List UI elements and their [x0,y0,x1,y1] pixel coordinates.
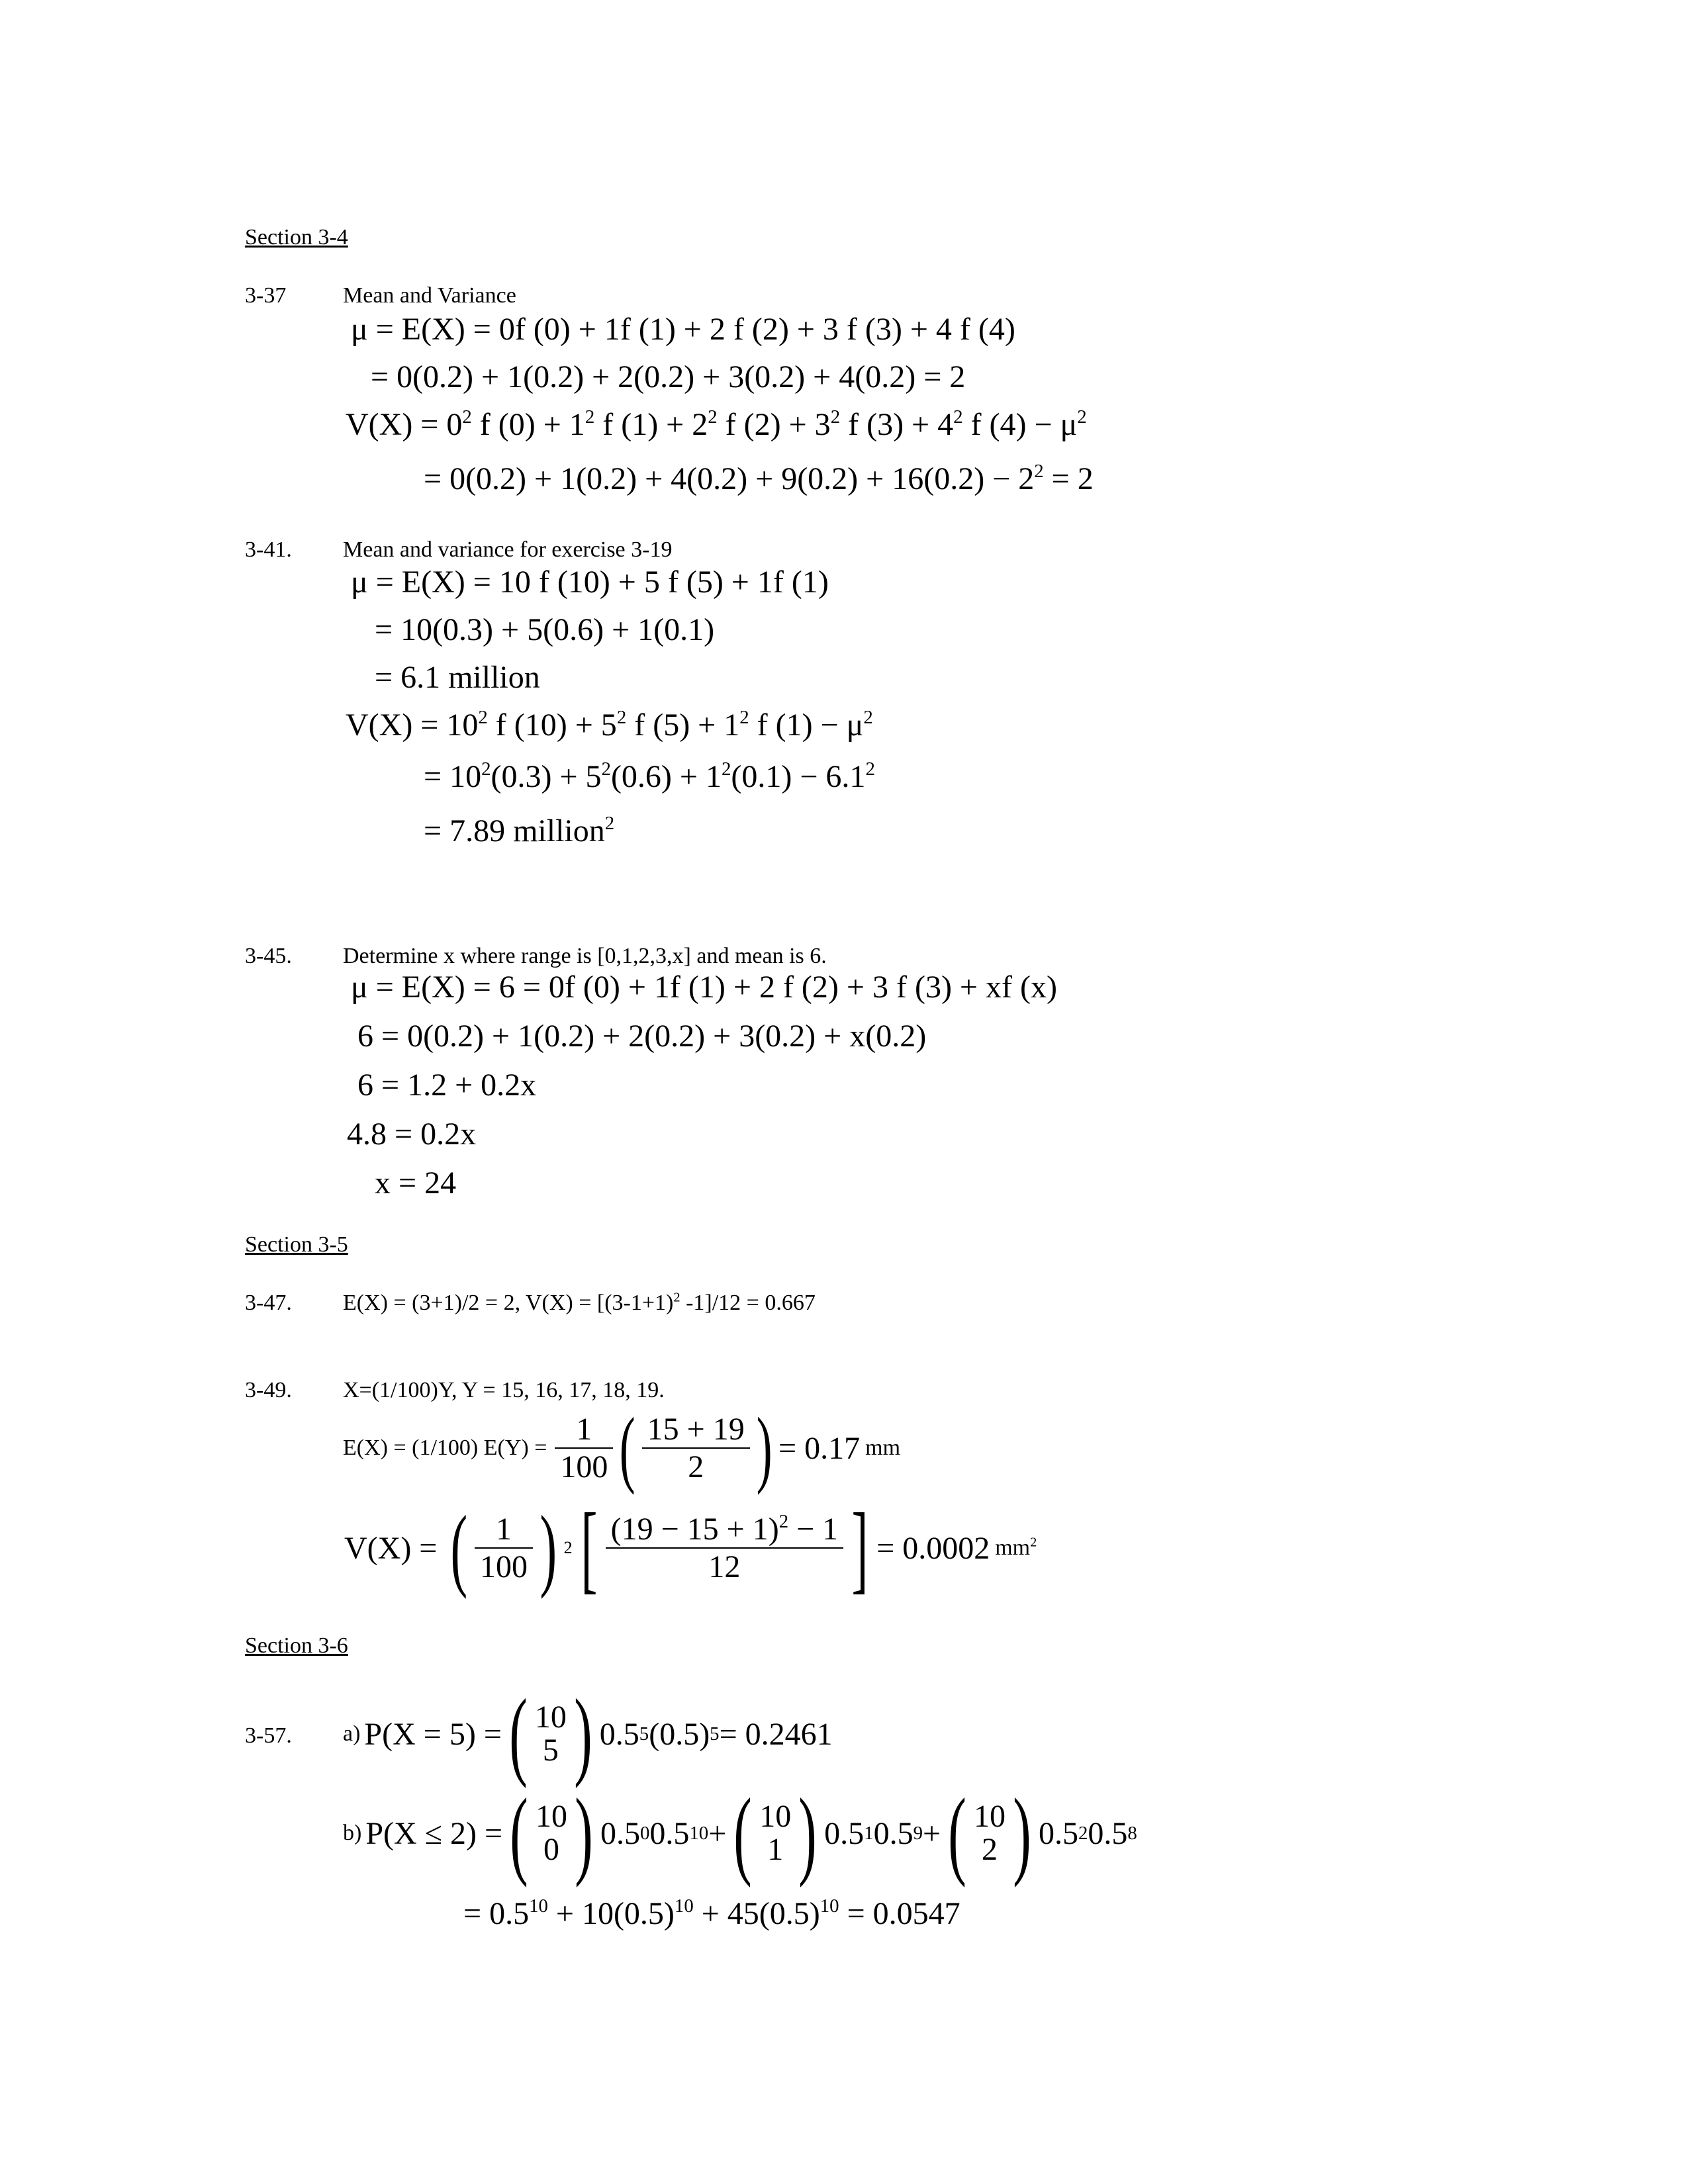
equation-3-41-line-6: = 7.89 million$^2$ [424,813,615,848]
problem-description-3-41: Mean and variance for exercise 3-19 [343,537,673,562]
equation-3-41-line-4: $V(X) = 10^2$ f $(10) + 5^2$ f $(5) + 1^2$ f $(1) - \mu^2$ [346,707,873,743]
equation-3-49-expectation: E(X) = (1/100) E(Y) = $\frac{1}{100}$ ( $\frac{15 + 19}{2}$ ) = 0.17 mm [343,1400,901,1496]
equation-3-45-line-3: 6 = 1.2 + 0.2x [357,1068,537,1103]
problem-description-3-49: X=(1/100)Y, Y = 15, 16, 17, 18, 19. [343,1378,665,1402]
problem-number-3-37: 3-37 [245,283,287,308]
problem-number-3-49: 3-49. [245,1378,292,1402]
equation-3-45-line-2: 6 = 0(0.2) + 1(0.2) + 2(0.2) + 3(0.2) + x(0.2) [357,1019,927,1054]
equation-3-45-line-5: x = 24 [375,1165,457,1201]
equation-3-49-variance: V(X) = ( $\frac{1}{100}$ ) 2 [ $\frac{(19 - 15 + 1)^2 - 1}{12}$ ] = 0.0002 $mm^2$ [344,1493,1037,1603]
equation-3-37-line-1: μ = E(X) = 0f (0) + 1f (1) + 2 f (2) + 3 f (3) + 4 f (4) [351,312,1015,347]
equation-3-41-line-3: = 6.1 million [375,660,540,695]
problem-number-3-45: 3-45. [245,944,292,968]
equation-3-57-part-a: a) P(X = 5) = ( 10 5 ) 0.5 5 (0.5) 5 = 0.2461 [343,1679,833,1789]
equation-3-57-part-b-result: = $0.5^{10} + 10(0.5)^{10} + 45(0.5)^{10} = 0.0547$ [463,1895,961,1931]
equation-3-41-line-2: = 10(0.3) + 5(0.6) + 1(0.1) [375,612,715,647]
equation-3-37-line-3: $V(X) = 0^2$ f $(0) + 1^2$ f $(1) + 2^2$ f $(2) + 3^2$ f $(3) + 4^2$ f $(4) - \mu^2$ [346,406,1087,442]
problem-description-3-37: Mean and Variance [343,283,516,308]
section-heading-3-5: Section 3-5 [245,1232,348,1257]
section-heading-3-4: Section 3-4 [245,225,348,250]
equation-3-45-line-1: μ = E(X) = 6 = 0f (0) + 1f (1) + 2 f (2) + 3 f (3) + xf (x) [351,970,1057,1005]
problem-number-3-47: 3-47. [245,1291,292,1315]
equation-3-37-line-2: = 0(0.2) + 1(0.2) + 2(0.2) + 3(0.2) + 4(0.2) = 2 [371,359,966,394]
equation-3-37-line-4: = $0(0.2) + 1(0.2) + 4(0.2) + 9(0.2) + 16(0.2) - 2^2 = 2$ [424,461,1094,496]
equation-3-57-part-b: b) P(X ≤ 2) = ( 10 0 ) 0.5 0 0.5 10 + ( 10 1 ) 0.5 1 0.5 9 + ( 10 2 ) 0.5 2 0.5 8 [343,1778,1137,1888]
section-heading-3-6: Section 3-6 [245,1633,348,1658]
problem-number-3-57: 3-57. [245,1723,292,1748]
equation-3-41-line-5: = $10^2(0.3) + 5^2(0.6) + 1^2(0.1) - 6.1^2$ [424,758,875,794]
problem-number-3-41: 3-41. [245,537,292,562]
equation-3-47: E(X) = (3+1)/2 = 2, $V(X) = [(3-1+1)^2$ -1]/12 = 0.667 [343,1290,816,1315]
problem-description-3-45: Determine x where range is [0,1,2,3,x] and mean is 6. [343,944,827,968]
equation-3-41-line-1: μ = E(X) = 10 f (10) + 5 f (5) + 1f (1) [351,565,829,600]
equation-3-45-line-4: 4.8 = 0.2x [347,1116,477,1152]
